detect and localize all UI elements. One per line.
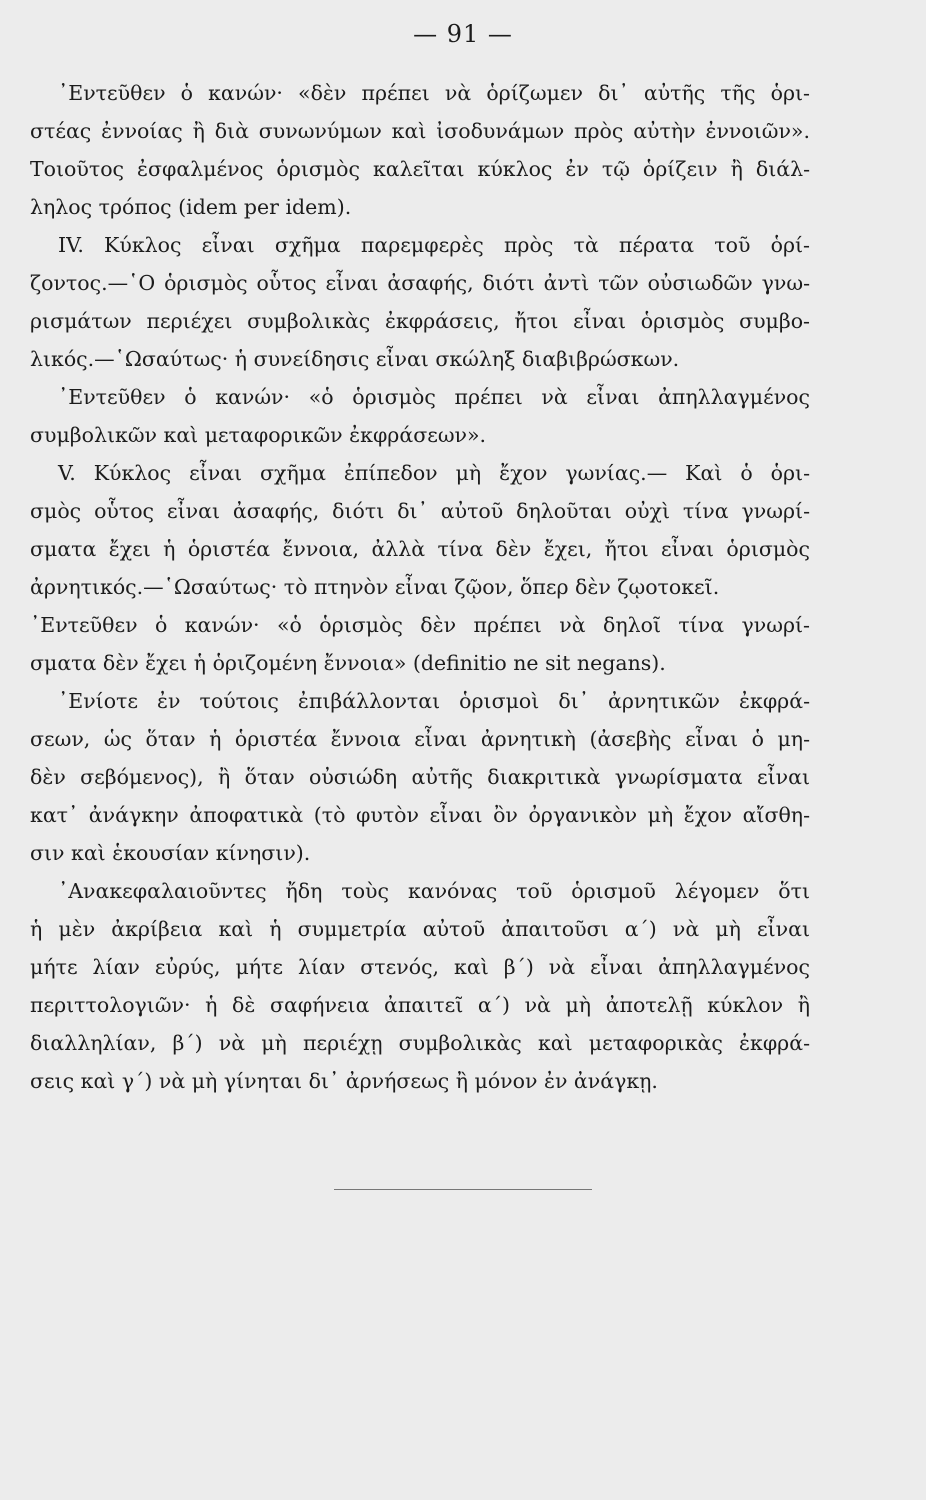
text-line: ρισμάτων περιέχει συμβολικὰς ἐκφράσεις, ἤτοι εἶναι ὁρισμὸς συμβο- <box>30 309 810 333</box>
text-line: ᾿Ανακεφαλαιοῦντες ἤδη τοὺς κανόνας τοῦ ὁρισμοῦ λέγομεν ὅτι <box>58 879 810 903</box>
text-line: ζοντος.—῾Ο ὁρισμὸς οὗτος εἶναι ἀσαφής, διότι ἀντὶ τῶν οὐσιωδῶν γνω- <box>30 271 810 295</box>
text-line: ᾿Ενίοτε ἐν τούτοις ἐπιβάλλονται ὁρισμοὶ δι᾿ ἀρνητικῶν ἐκφρά- <box>58 689 810 713</box>
footer-divider <box>334 1189 592 1190</box>
text-line: συμβολικῶν καὶ μεταφορικῶν ἐκφράσεων». <box>30 423 487 447</box>
text-line: σεις καὶ γ΄) νὰ μὴ γίνηται δι᾿ ἀρνήσεως ἢ μόνον ἐν ἀνάγκῃ. <box>30 1069 658 1093</box>
text-line: μήτε λίαν εὐρύς, μήτε λίαν στενός, καὶ β΄) νὰ εἶναι ἀπηλλαγμένος <box>30 955 810 979</box>
body-text <box>30 74 810 1100</box>
text-line: σιν καὶ ἑκουσίαν κίνησιν). <box>30 841 311 865</box>
text-line: σεων, ὡς ὅταν ἡ ὁριστέα ἔννοια εἶναι ἀρνητικὴ (ἀσεβὴς εἶναι ὁ μη- <box>30 727 810 751</box>
text-line: σματα ἔχει ἡ ὁριστέα ἔννοια, ἀλλὰ τίνα δὲν ἔχει, ἤτοι εἶναι ὁρισμὸς <box>30 537 810 561</box>
text-line: Τοιοῦτος ἐσφαλμένος ὁρισμὸς καλεῖται κύκλος ἐν τῷ ὁρίζειν ἢ διάλ- <box>30 157 810 181</box>
page-number: — 91 — <box>413 20 513 48</box>
text-line: κατ᾿ ἀνάγκην ἀποφατικὰ (τὸ φυτὸν εἶναι ὂν ὀργανικὸν μὴ ἔχον αἴσθη- <box>30 803 810 827</box>
text-line: λικός.—῾Ωσαύτως· ἡ συνείδησις εἶναι σκώληξ διαβιβρώσκων. <box>30 347 680 371</box>
text-line: σματα δὲν ἔχει ἡ ὁριζομένη ἔννοια» (definitio ne sit negans). <box>30 651 666 675</box>
text-line: περιττολογιῶν· ἡ δὲ σαφήνεια ἀπαιτεῖ α΄) νὰ μὴ ἀποτελῇ κύκλον ἢ <box>30 993 810 1017</box>
text-line: ᾿Εντεῦθεν ὁ κανών· «ὁ ὁρισμὸς δὲν πρέπει νὰ δηλοῖ τίνα γνωρί- <box>30 613 810 637</box>
text-line: διαλληλίαν, β΄) νὰ μὴ περιέχῃ συμβολικὰς καὶ μεταφορικὰς ἐκφρά- <box>30 1031 810 1055</box>
text-line: στέας ἐννοίας ἢ διὰ συνωνύμων καὶ ἰσοδυνάμων πρὸς αὐτὴν ἐννοιῶν». <box>30 119 810 143</box>
text-line: ἡ μὲν ἀκρίβεια καὶ ἡ συμμετρία αὐτοῦ ἀπαιτοῦσι α΄) νὰ μὴ εἶναι <box>30 917 810 941</box>
text-line: IV. Κύκλος εἶναι σχῆμα παρεμφερὲς πρὸς τὰ πέρατα τοῦ ὁρί- <box>58 233 810 257</box>
text-line: δὲν σεβόμενος), ἢ ὅταν οὐσιώδη αὐτῆς διακριτικὰ γνωρίσματα εἶναι <box>30 765 810 789</box>
text-line: ἀρνητικός.—῾Ωσαύτως· τὸ πτηνὸν εἶναι ζῷον, ὅπερ δὲν ζῳοτοκεῖ. <box>30 575 720 599</box>
text-line: σμὸς οὗτος εἶναι ἀσαφής, διότι δι᾿ αὐτοῦ δηλοῦται οὐχὶ τίνα γνωρί- <box>30 499 810 523</box>
text-line: V. Κύκλος εἶναι σχῆμα ἐπίπεδον μὴ ἔχον γωνίας.— Καὶ ὁ ὁρι- <box>58 461 810 485</box>
text-line: ληλος τρόπος (idem per idem). <box>30 195 352 219</box>
text-line: ᾿Εντεῦθεν ὁ κανών· «δὲν πρέπει νὰ ὁρίζωμεν δι᾿ αὐτῆς τῆς ὁρι- <box>58 81 810 105</box>
text-line: ᾿Εντεῦθεν ὁ κανών· «ὁ ὁρισμὸς πρέπει νὰ εἶναι ἀπηλλαγμένος <box>58 385 810 409</box>
